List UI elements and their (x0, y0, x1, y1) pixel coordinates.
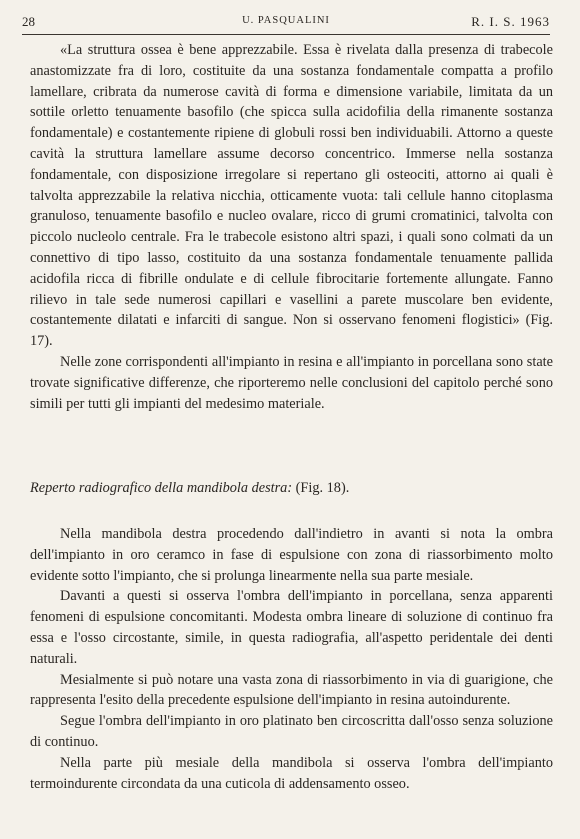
paragraph: Davanti a questi si osserva l'ombra dell'impianto in porcellana, senza apparenti fenomeni di espulsione concomitanti. Modesta ombra lineare di soluzione di continuo fra essa e l'osso circostante, simile, in questa radiografia, all'aspetto peridentale dei denti naturali. (30, 588, 553, 667)
quoted-histology-report (30, 40, 553, 414)
paragraph: Nella parte più mesiale della mandibola si osserva l'ombra dell'impianto termoindurente circondata da una cuticola di addensamento osseo. (30, 754, 553, 792)
paragraph: Segue l'ombra dell'impianto in oro platinato ben circoscritta dall'osso senza soluzione di continuo. (30, 713, 553, 750)
radiographic-report (30, 524, 553, 794)
running-author: U. PASQUALINI (242, 15, 330, 26)
paragraph: Nella mandibola destra procedendo dall'indietro in avanti si nota la ombra dell'impianto in oro ceramco in fase di espulsione con zona di riassorbimento molto evidente sotto l'impianto, che si prolunga linearmente nella sua parte mesiale. (30, 526, 553, 584)
page-number: 28 (22, 14, 35, 29)
paragraph: «La struttura ossea è bene apprezzabile. Essa è rivelata dalla presenza di trabecole anastomizzate fra di loro, costituite da una sostanza fondamentale compatta a profilo lamellare, cribrata da numerose cavità di forma e dimensione variabile, limitata da un sottile orletto tenuamente basofilo (che spicca sulla acidofilia della rimanente sostanza fondamentale) e costantemente ripiene di globuli rossi ben individuabili. Attorno a queste cavità la struttura lamellare assume decorso concentrico. Immerse nella sostanza fondamentale, con disposizione irregolare si repertano gli osteociti, attorno ai quali è talvolta apprezzabile la relativa nicchia, otticamente vuota: tali cellule hanno citoplasma granuloso, tenuamente basofilo e nucleo ovalare, ricco di grumi cromatinici, talvolta con piccolo nucleolo centrale. Fra le trabecole esistono altri spazi, i quali sono colmati da un connettivo di tipo lasso, costituito da una sostanza fondamentale tenuamente pallida acidofila ricca di fibrille ondulate e di cellule fibrocitarie fortemente allungate. Fanno rilievo in tale sede numerosi capillari e vasellini a parete muscolare ben evidente, costantemente dilatati e infarciti di sangue. Non si osservano fenomeni flogistici» (Fig. 17). (30, 42, 553, 350)
figure-reference: (Fig. 18). (292, 480, 350, 496)
paragraph: Mesialmente si può notare una vasta zona di riassorbimento in via di guarigione, che rappresenta l'esito della precedente espulsione dell'impianto in resina autoindurente. (30, 671, 553, 709)
section-title: Reperto radiografico della mandibola destra: (30, 480, 293, 496)
running-header (22, 10, 550, 35)
section-heading (30, 478, 553, 499)
journal-reference: R. I. S. 1963 (471, 14, 550, 29)
paragraph: Nelle zone corrispondenti all'impianto in resina e all'impianto in porcellana sono state trovate significative differenze, che riporteremo nelle conclusioni del capitolo perché sono simili per tutti gli impianti del medesimo materiale. (30, 353, 553, 412)
